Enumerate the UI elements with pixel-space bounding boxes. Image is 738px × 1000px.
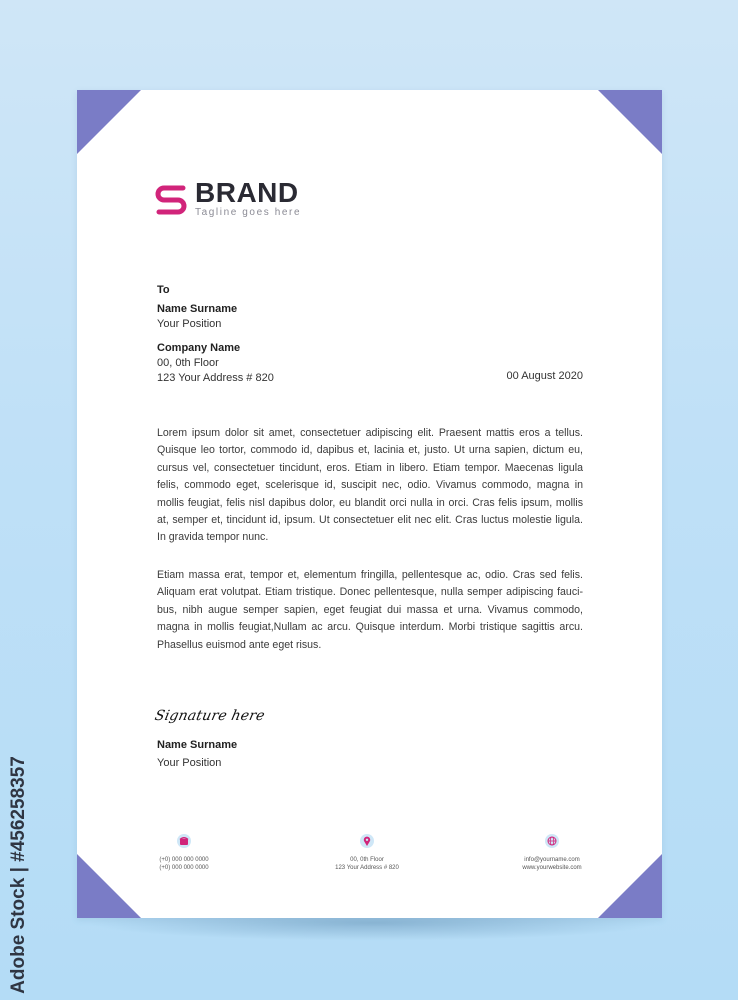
s-logo-icon	[153, 182, 189, 218]
location-pin-icon	[360, 834, 374, 848]
company-floor: 00, 0th Floor	[157, 357, 219, 369]
footer-address-2: 123 Your Address # 820	[335, 865, 399, 871]
body-paragraph-2: Etiam massa erat, tempor et, elementum fringilla, pellentesque ac, odio. Cras sed felis. Aliquam erat volutpat. Etiam tristique. Donec pellentesque, nulla semper adipiscing fauci-bus, nibh augue semper sapien, eget feugiat dui massa et urna. Vivamus commodo, magna in mollis feugiat,Nullam ac arcu. Quisque interdum. Morbi tristique sagittis arcu. Phasellus euismod ante eget risus.	[157, 569, 583, 651]
stock-id-text: Adobe Stock | #456258357	[8, 756, 29, 994]
footer-phone-1: (+0) 000 000 0000	[159, 857, 209, 863]
recipient-name: Name Surname	[157, 303, 238, 315]
footer-phone-2: (+0) 000 000 0000	[159, 865, 209, 871]
phone-icon	[177, 834, 191, 848]
footer-address-1: 00, 0th Floor	[350, 857, 384, 863]
letterhead-page	[77, 90, 662, 918]
signature: Signature here	[153, 708, 267, 724]
letter-date: 00 August 2020	[506, 370, 583, 382]
corner-triangle-top-left	[77, 90, 141, 154]
footer-web	[507, 834, 597, 872]
company-address: 123 Your Address # 820	[157, 372, 274, 384]
to-label: To	[157, 284, 170, 296]
body-paragraph-1: Lorem ipsum dolor sit amet, consectetuer adipiscing elit. Praesent mattis eros a tellus. Quisque leo tortor, commodo id, dapibus et, lacinia et, justo. Ut urna sapien, dictum eu, cursus vel, consectetuer tincidunt, eros. Etiam in libero. Etiam tempor. Maecenas ligula felis, commodo eget, scelerisque id, suscipit nec, odio. Vivamus commodo, magna in mollis feugiat, felis nisl dapibus dolor, eu blandit orci nulla in orci. Cras felis ipsum, mollis at, semper et, tincidunt id, ipsum. Ut consectetuer elit nec elit. Cras luctus molestie ligula. In gravida tempor nunc.	[157, 427, 583, 544]
footer-website: www.yourwebsite.com	[522, 865, 582, 871]
globe-icon	[545, 834, 559, 848]
footer-email: info@yourname.com	[524, 857, 580, 863]
recipient-position: Your Position	[157, 318, 222, 330]
signature-name: Name Surname	[157, 739, 238, 751]
signature-position: Your Position	[157, 757, 222, 769]
brand-tagline: Tagline goes here	[195, 207, 302, 218]
company-name: Company Name	[157, 342, 241, 354]
footer-address	[322, 834, 412, 872]
corner-triangle-bottom-right	[598, 854, 662, 918]
brand-name: BRAND	[195, 177, 299, 208]
stock-id-label	[6, 756, 32, 994]
corner-triangle-top-right	[598, 90, 662, 154]
footer-phone	[139, 834, 229, 872]
corner-triangle-bottom-left	[77, 854, 141, 918]
brand-logo	[153, 177, 302, 219]
